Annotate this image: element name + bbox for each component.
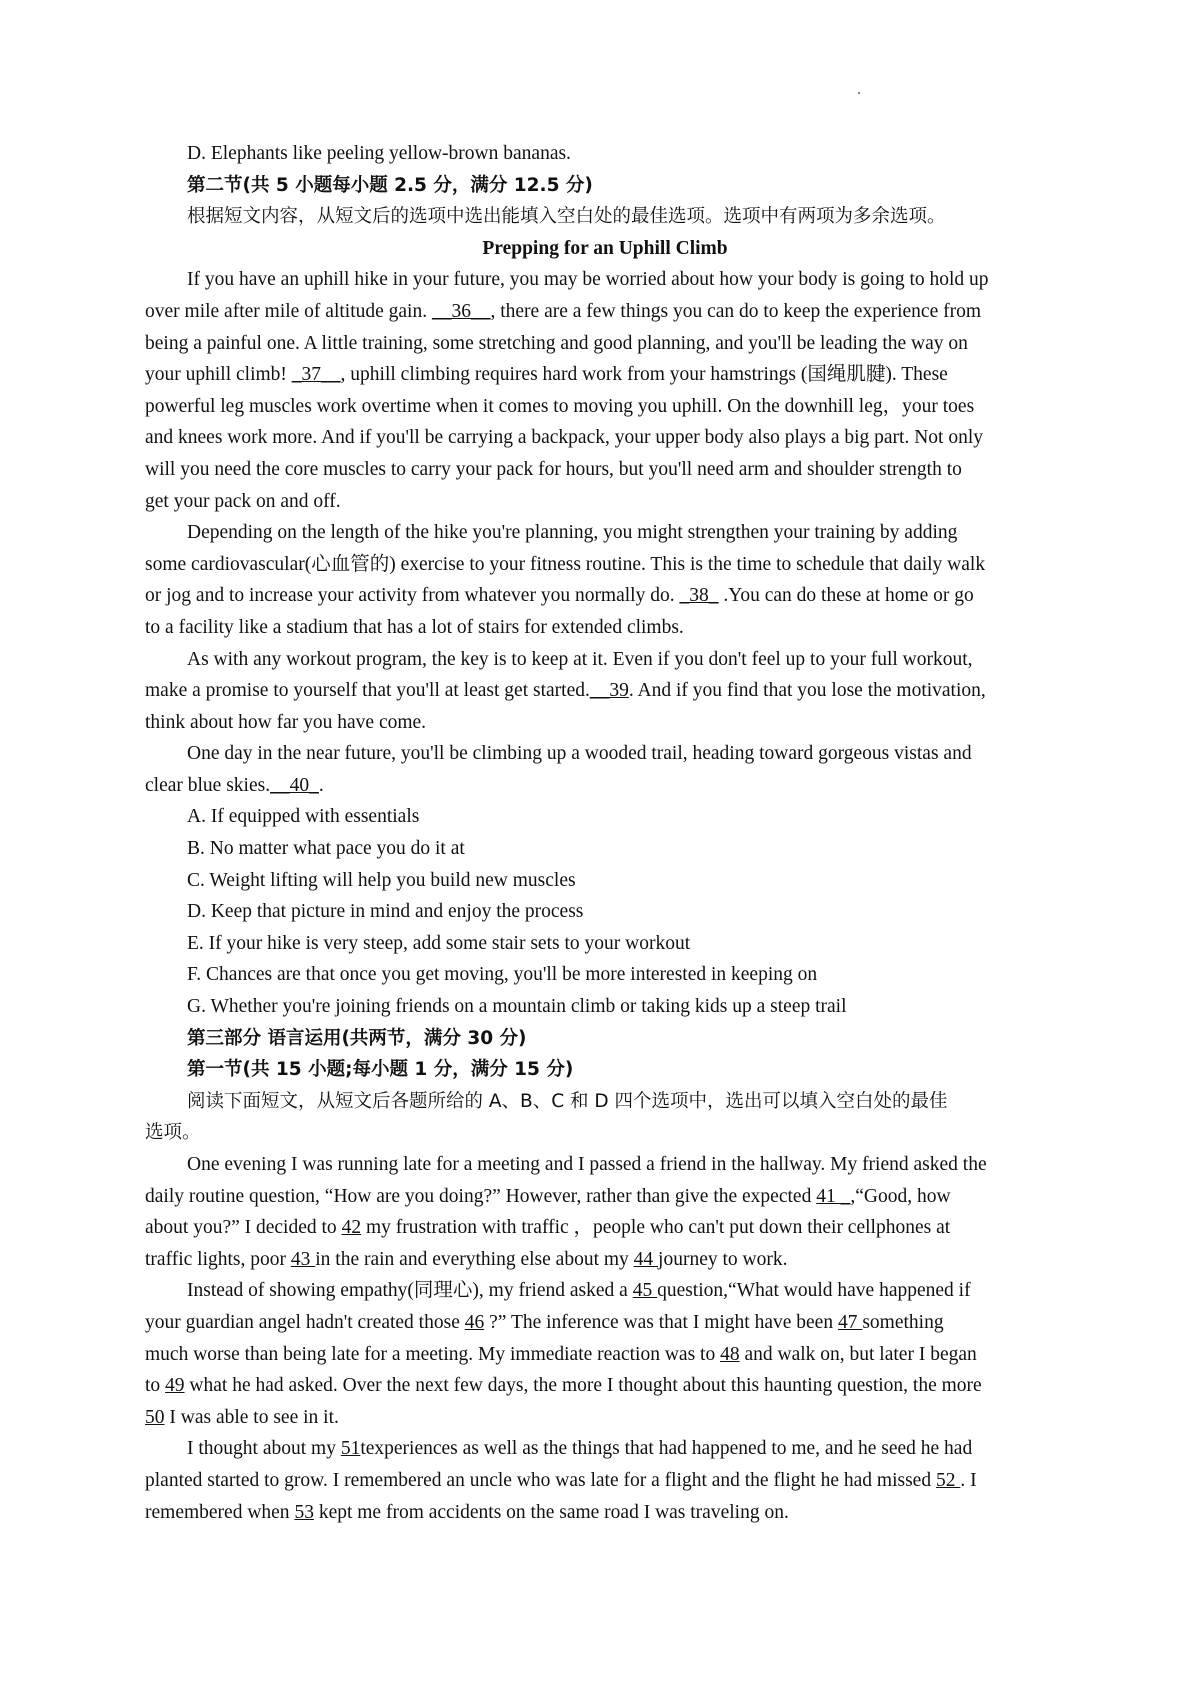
passage-line — [145, 391, 1065, 423]
passage-line — [145, 738, 1065, 770]
passage-line — [145, 612, 1065, 644]
passage-line — [145, 549, 1065, 581]
line-text: make a promise to yourself that you'll at least get started. — [145, 680, 590, 702]
line-text: my frustration with traffic ，people who can't put down their cellphones at — [361, 1217, 951, 1239]
line-text: , uphill climbing requires hard work from your hamstrings (国绳肌腱). These — [340, 364, 948, 386]
blank-number: 51 — [340, 1438, 361, 1460]
blank-number: __36__ — [431, 300, 491, 322]
passage-line — [145, 1402, 1065, 1434]
line-text: your guardian angel hadn't created those — [145, 1311, 465, 1333]
line-text: what he had asked. Over the next few days, the more I thought about this haunting question, the more — [184, 1375, 982, 1397]
blank-number: 53 — [294, 1501, 314, 1523]
line-text: and walk on, but later I began — [739, 1343, 977, 1365]
passage-line — [145, 486, 1065, 518]
scan-dot — [858, 92, 860, 94]
line-text: traffic lights, poor — [145, 1248, 291, 1270]
line-text: daily routine question, “How are you doing?” However, rather than give the expected — [145, 1185, 817, 1207]
line-text: remembered when — [145, 1501, 295, 1523]
blank-number: 42 — [341, 1217, 362, 1239]
passage-title: Prepping for an Uphill Climb — [482, 237, 728, 259]
passage-body — [145, 264, 1065, 801]
line-text: get your pack on and off. — [145, 490, 341, 512]
part3-instruction-cont: 选项。 — [145, 1122, 201, 1144]
blank-number: 47 — [837, 1311, 863, 1333]
blank-number: _38_ — [679, 585, 719, 607]
line-text: about you?” I decided to — [145, 1217, 342, 1239]
line-text: Instead of showing empathy(同理心), my friend asked a — [187, 1280, 633, 1302]
line-text: One day in the near future, you'll be climbing up a wooded trail, heading toward gorgeous vistas and — [187, 743, 972, 765]
line-text: over mile after mile of altitude gain. — [145, 300, 432, 322]
line-text: and knees work more. And if you'll be carrying a backpack, your upper body also plays a big part. Not only — [145, 427, 984, 449]
passage-line — [145, 1244, 1065, 1276]
blank-number: __39 — [589, 680, 629, 702]
passage-line — [145, 422, 1065, 454]
passage-line — [145, 1181, 1065, 1213]
line-text: some cardiovascular(心血管的) exercise to your fitness routine. This is the time to schedule that daily walk — [145, 553, 986, 575]
blank-number: 50 — [145, 1406, 165, 1428]
line-text: in the rain and everything else about my — [315, 1248, 634, 1270]
line-text: planted started to grow. I remembered an uncle who was late for a flight and the flight he had missed — [145, 1469, 936, 1491]
blank-number: 52 — [935, 1469, 961, 1491]
passage-line — [145, 359, 1065, 391]
exam-page — [145, 138, 1065, 1528]
passage-line — [145, 1497, 1065, 1529]
option-item: C. Weight lifting will help you build new muscles — [187, 869, 576, 891]
option-item: G. Whether you're joining friends on a mountain climb or taking kids up a steep trail — [187, 996, 847, 1018]
passage-line — [145, 1370, 1065, 1402]
passage-line — [145, 264, 1065, 296]
top-option: D. Elephants like peeling yellow-brown bananas. — [187, 143, 571, 164]
option-list — [145, 801, 1065, 1022]
blank-number: 45 — [632, 1280, 658, 1302]
option-item: B. No matter what pace you do it at — [187, 838, 465, 860]
section2-instruction: 根据短文内容，从短文后的选项中选出能填入空白处的最佳选项。选项中有两项为多余选项。 — [187, 206, 946, 228]
line-text: think about how far you have come. — [145, 711, 427, 733]
line-text: kept me from accidents on the same road I was traveling on. — [313, 1501, 789, 1523]
line-text: your uphill climb! — [145, 364, 292, 386]
line-text: clear blue skies. — [145, 774, 271, 796]
line-text: much worse than being late for a meeting. My immediate reaction was to — [145, 1343, 721, 1365]
line-text: something — [862, 1311, 944, 1333]
line-text: journey to work. — [658, 1248, 788, 1270]
line-text: ?” The inference was that I might have been — [484, 1311, 838, 1333]
line-text: If you have an uphill hike in your future, you may be worried about how your body is going to hold up — [187, 269, 989, 291]
line-text: I was able to see in it. — [164, 1406, 339, 1428]
passage-line — [145, 675, 1065, 707]
section2-heading: 第二节(共 5 小题每小题 2.5 分，满分 12.5 分) — [187, 174, 593, 196]
line-text: to — [145, 1375, 166, 1397]
line-text: being a painful one. A little training, some stretching and good planning, and you'll be leading the way on — [145, 332, 968, 354]
line-text: , there are a few things you can do to keep the experience from — [490, 300, 982, 322]
passage-line — [145, 1275, 1065, 1307]
passage-line — [145, 517, 1065, 549]
passage-line — [145, 1307, 1065, 1339]
line-text: .You can do these at home or go — [718, 585, 974, 607]
line-text: . — [318, 774, 324, 796]
part3-subheading: 第一节(共 15 小题;每小题 1 分，满分 15 分) — [187, 1059, 574, 1081]
blank-number: __40_ — [270, 774, 319, 796]
passage-line — [145, 1339, 1065, 1371]
passage-line — [145, 770, 1065, 802]
blank-number: 43 — [290, 1248, 316, 1270]
line-text: ,“Good, how — [850, 1185, 951, 1207]
passage-line — [145, 707, 1065, 739]
passage-line — [145, 1465, 1065, 1497]
line-text: powerful leg muscles work overtime when it comes to moving you uphill. On the downhill leg，your toes — [145, 395, 975, 417]
line-text: or jog and to increase your activity from whatever you normally do. — [145, 585, 680, 607]
line-text: One evening I was running late for a meeting and I passed a friend in the hallway. My friend asked the — [187, 1154, 987, 1175]
passage-line — [145, 328, 1065, 360]
line-text: texperiences as well as the things that had happened to me, and he seed he had — [360, 1438, 973, 1460]
option-item: A. If equipped with essentials — [187, 806, 420, 828]
passage-line — [145, 454, 1065, 486]
blank-number: 49 — [165, 1375, 185, 1397]
line-text: I thought about my — [187, 1438, 341, 1460]
blank-number: 48 — [720, 1343, 740, 1365]
option-item: F. Chances are that once you get moving, you'll be more interested in keeping on — [187, 964, 818, 986]
blank-number: _37__ — [291, 364, 341, 386]
line-text: question,“What would have happened if — [657, 1280, 971, 1302]
option-item: D. Keep that picture in mind and enjoy the process — [187, 901, 584, 923]
blank-number: 41 _ — [816, 1185, 851, 1207]
line-text: will you need the core muscles to carry your pack for hours, but you'll need arm and shoulder strength to — [145, 458, 962, 480]
passage-line — [145, 1433, 1065, 1465]
blank-number: 46 — [464, 1311, 485, 1333]
passage-line — [145, 580, 1065, 612]
option-item: E. If your hike is very steep, add some stair sets to your workout — [187, 932, 691, 954]
line-text: . I — [960, 1469, 977, 1491]
line-text: to a facility like a stadium that has a lot of stairs for extended climbs. — [145, 616, 684, 638]
passage-line — [145, 644, 1065, 676]
passage-line — [145, 1212, 1065, 1244]
part3-instruction: 阅读下面短文，从短文后各题所给的 A、B、C 和 D 四个选项中，选出可以填入空白处的最佳 — [187, 1090, 948, 1112]
blank-number: 44 — [633, 1248, 659, 1270]
passage-line — [145, 1149, 1065, 1181]
passage-line — [145, 296, 1065, 328]
line-text: As with any workout program, the key is to keep at it. Even if you don't feel up to your full workout, — [187, 648, 973, 670]
cloze-body — [145, 1149, 1065, 1528]
line-text: . And if you find that you lose the motivation, — [628, 680, 986, 702]
line-text: Depending on the length of the hike you're planning, you might strengthen your training by adding — [187, 522, 958, 544]
part3-heading: 第三部分 语言运用(共两节，满分 30 分) — [187, 1027, 527, 1049]
